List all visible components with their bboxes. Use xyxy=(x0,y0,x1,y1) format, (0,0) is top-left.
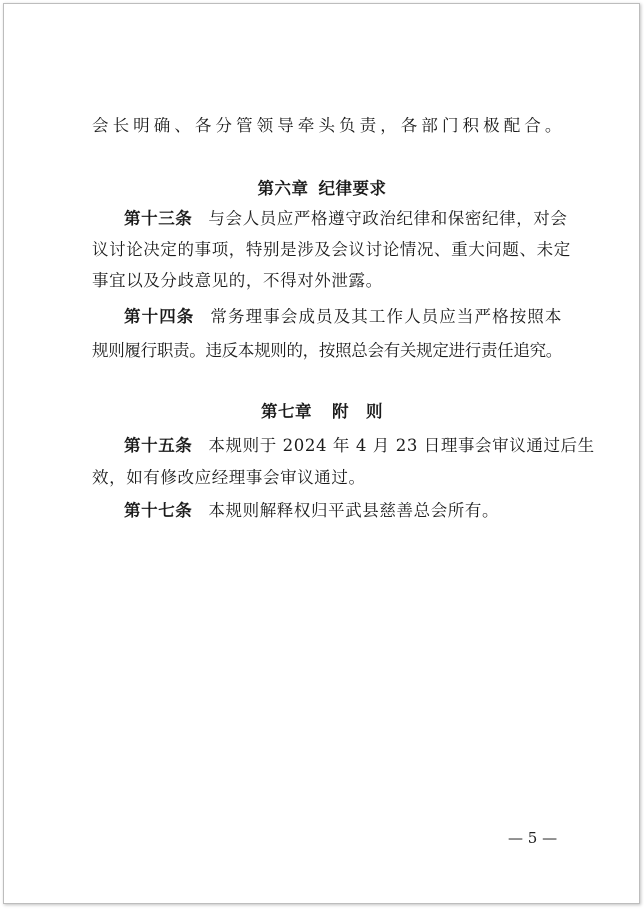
paragraph-text: 会长明确、各分管领导牵头负责，各部门积极配合。 xyxy=(92,116,562,135)
article-text: 事宜以及分歧意见的，不得对外泄露。 xyxy=(92,271,383,290)
article-text: 本规则解释权归平武县慈善总会所有。 xyxy=(208,501,500,520)
article-15-line-2 xyxy=(92,467,562,489)
chapter-title: 附 则 xyxy=(332,402,383,421)
chapter-number: 第七章 xyxy=(261,402,312,421)
article-13-line-2 xyxy=(92,239,571,261)
article-text: 效，如有修改应经理事会审议通过。 xyxy=(92,468,366,487)
article-text: 常务理事会成员及其工作人员应当严格按照本 xyxy=(210,307,562,326)
article-13-line-1 xyxy=(124,208,568,230)
chapter-number: 第六章 xyxy=(257,179,309,198)
article-number: 第十七条 xyxy=(124,501,193,520)
article-text: 与会人员应严格遵守政治纪律和保密纪律，对会 xyxy=(208,209,568,228)
article-text: 议讨论决定的事项，特别是涉及会议讨论情况、重大问题、未定 xyxy=(92,240,571,259)
article-15-line-1 xyxy=(124,435,595,457)
article-14-line-1 xyxy=(124,306,562,328)
chapter-heading-6 xyxy=(0,178,644,200)
article-17-line-1 xyxy=(124,500,562,522)
article-14-line-2 xyxy=(92,340,562,362)
paragraph-line xyxy=(92,115,562,137)
article-text: 规则履行职责。违反本规则的，按照总会有关规定进行责任追究。 xyxy=(92,341,562,360)
article-text: 本规则于 2024 年 4 月 23 日理事会审议通过后生 xyxy=(208,436,595,455)
article-number: 第十四条 xyxy=(124,307,195,326)
article-number: 第十三条 xyxy=(124,209,193,228)
chapter-heading-7 xyxy=(0,401,644,423)
chapter-title: 纪律要求 xyxy=(318,179,387,198)
page-number: — 5 — xyxy=(508,829,558,847)
article-13-line-3 xyxy=(92,270,562,292)
article-number: 第十五条 xyxy=(124,436,193,455)
